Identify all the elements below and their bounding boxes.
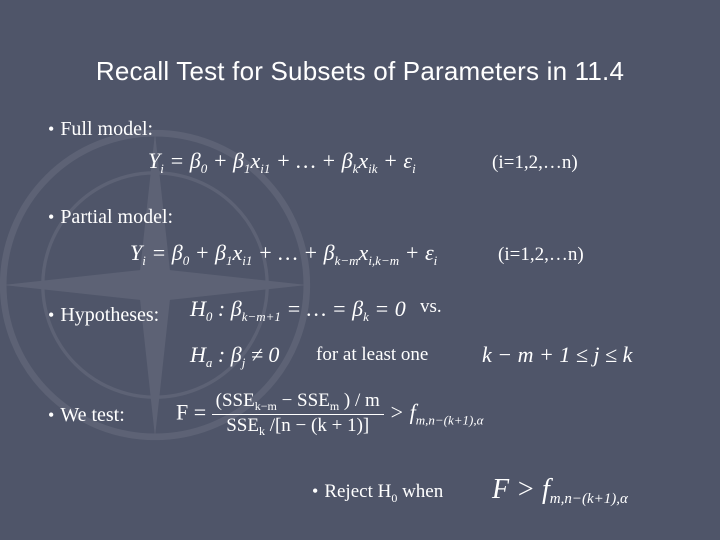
vs-label: vs.: [420, 296, 442, 317]
for-at-least-one-label: for at least one: [316, 344, 429, 365]
reject-subscript: 0: [391, 490, 398, 505]
f-statistic-formula: F = $\frac{(SSE_{k-m} - SSE_m ) / m}{SSE_k /[n - (k + 1)]}$ > $f_{m,n-(k+1),\alpha}$: [176, 390, 484, 438]
partial-model-label: Partial model:: [60, 206, 174, 228]
bullet-dot-icon: •: [48, 207, 55, 227]
reject-label: Reject H: [324, 481, 392, 502]
bullet-partial-model: [48, 206, 173, 229]
bullet-dot-icon: •: [48, 305, 55, 325]
partial-model-equation: $Y_i = \beta_0 + \beta_1x_{i1}$ + … + $\beta_{k-m}x_{i,k-m} + \varepsilon_i$: [130, 240, 438, 268]
full-model-equation: $Y_i = \beta_0 + \beta_1x_{i1}$ + … + $\beta_kx_{ik} + \varepsilon_i$: [148, 148, 416, 176]
null-hypothesis: $H_0$ : $\beta_{k-m+1}$ = … = $\beta_k = 0$: [190, 296, 406, 324]
index-condition: k − m + 1 ≤ j ≤ k: [482, 342, 633, 367]
index-range-full: (i=1,2,…n): [492, 152, 578, 173]
alternative-hypothesis: $H_a$ : $\beta_j \ne 0$: [190, 342, 280, 370]
hypotheses-label: Hypotheses:: [60, 304, 160, 326]
bullet-full-model: [48, 118, 153, 141]
full-model-label: Full model:: [60, 118, 154, 140]
index-range-partial: (i=1,2,…n): [498, 244, 584, 265]
bullet-dot-icon: •: [48, 119, 55, 139]
we-test-label: We test:: [60, 404, 125, 426]
bullet-hypotheses: [48, 304, 159, 327]
bullet-dot-icon: •: [48, 405, 55, 425]
rejection-rule: $F > f_{m,n-(k+1),\alpha}$: [492, 474, 628, 507]
bullet-reject: [312, 481, 443, 506]
f-fraction: $\frac{(SSE_{k-m} - SSE_m ) / m}{SSE_k /[n - (k + 1)]}$: [212, 390, 384, 439]
bullet-we-test: [48, 404, 125, 427]
bullet-dot-icon: •: [312, 481, 319, 501]
reject-tail: when: [397, 481, 444, 502]
slide-title: Recall Test for Subsets of Parameters in 11.4: [95, 56, 625, 86]
